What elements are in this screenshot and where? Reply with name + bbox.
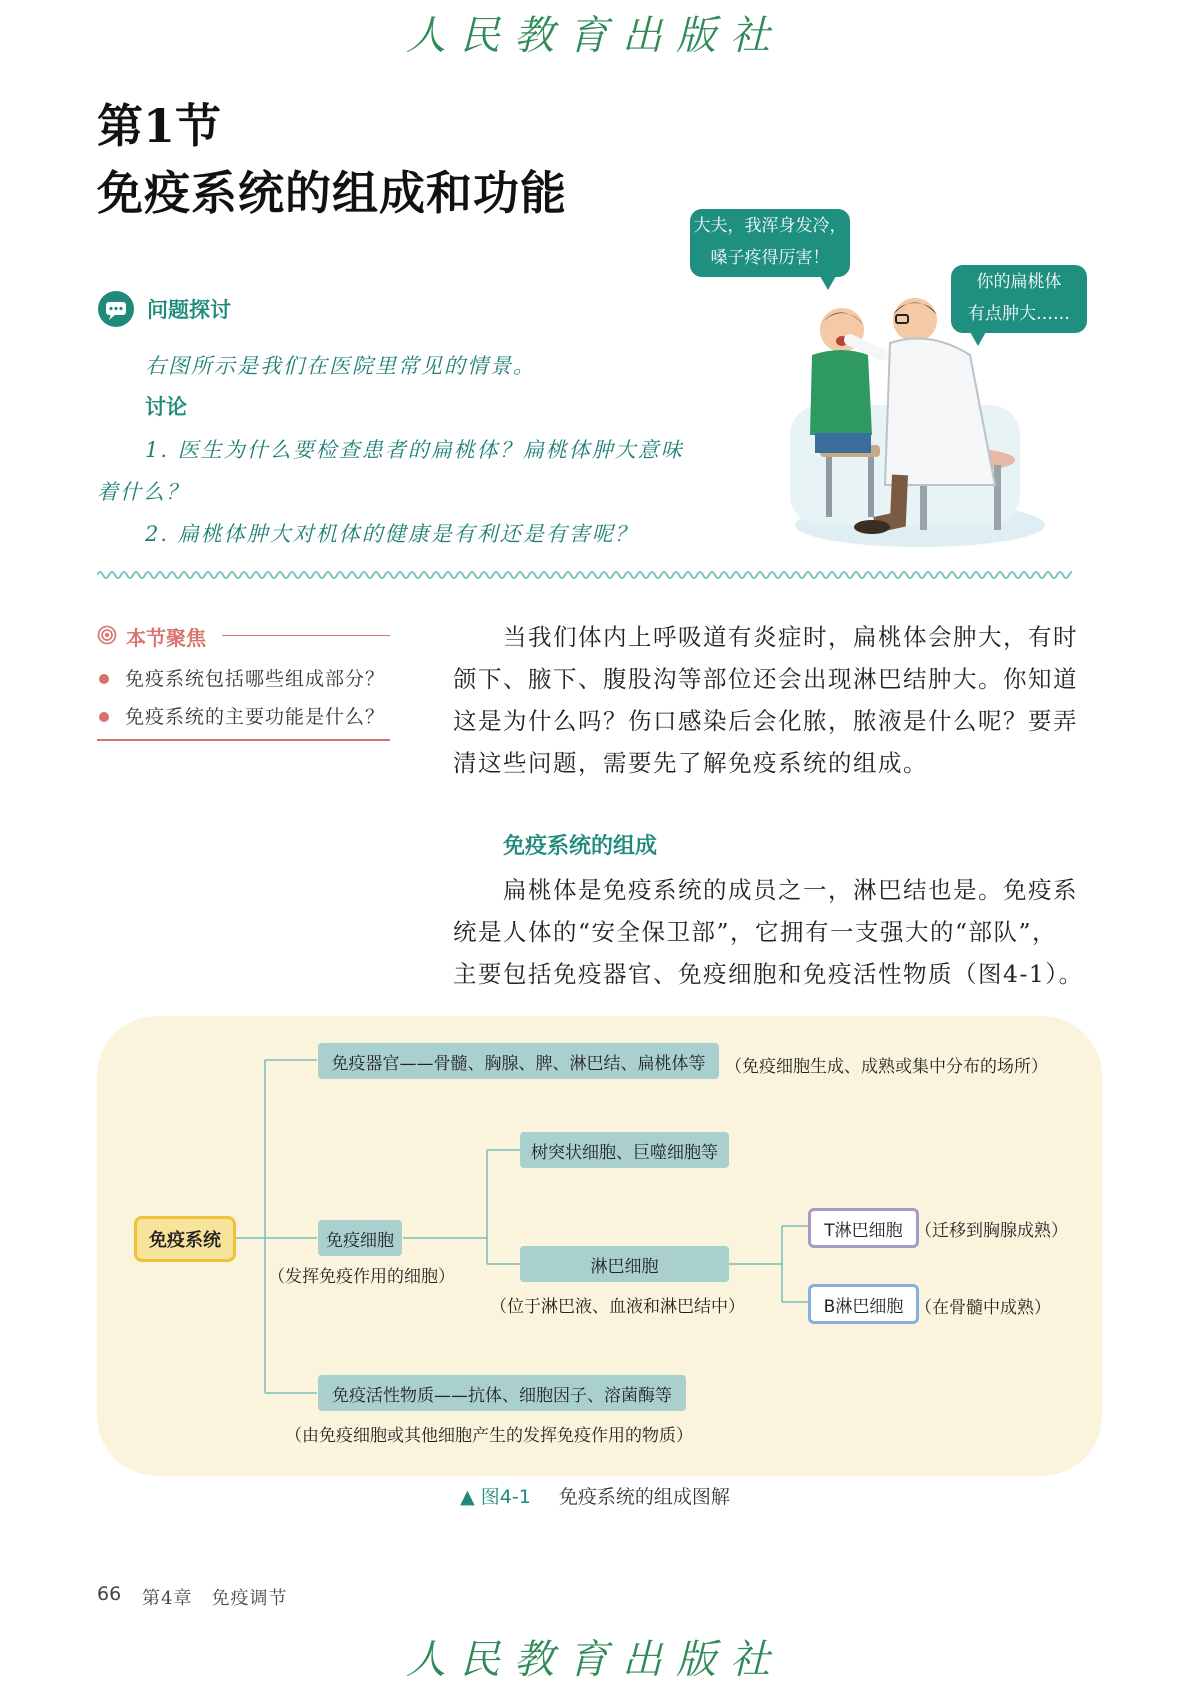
para1-line-2: 颌下、腋下、腹股沟等部位还会出现淋巴结肿大。你知道 (453, 665, 1078, 693)
active-substance-node: 免疫活性物质——抗体、细胞因子、溶菌酶等 (318, 1375, 686, 1411)
patient-bubble-line-2: 嗓子疼得厉害！ (710, 248, 830, 268)
lymphocyte-node: 淋巴细胞 (520, 1246, 729, 1282)
question-1-line-1: 1. 医生为什么要检查患者的扁桃体？扁桃体肿大意味 (145, 438, 684, 462)
figure-caption (0, 1482, 1190, 1509)
section-number: 第1节 (97, 99, 222, 153)
t-cell-note: （迁移到胸腺成熟） (915, 1221, 1068, 1241)
lymphocyte-note: （位于淋巴液、血液和淋巴结中） (490, 1297, 745, 1317)
dendritic-node: 树突状细胞、巨噬细胞等 (520, 1132, 729, 1168)
problem-intro: 右图所示是我们在医院里常见的情景。 (145, 354, 536, 378)
chapter-label: 第4章 免疫调节 (142, 1588, 288, 1609)
active-substance-note: （由免疫细胞或其他细胞产生的发挥免疫作用的物质） (285, 1426, 693, 1446)
figure-title: 免疫系统的组成图解 (558, 1486, 730, 1508)
section-title: 免疫系统的组成和功能 (97, 166, 567, 220)
publisher-footer: 人民教育出版社 (406, 1637, 784, 1683)
t-cell-node: T淋巴细胞 (808, 1208, 919, 1248)
focus-item-1: 免疫系统包括哪些组成部分？ (125, 668, 386, 690)
doctor-bubble-line-2: 有点肿大…… (968, 304, 1070, 324)
publisher-header: 人民教育出版社 (406, 13, 784, 59)
diagram-root-node: 免疫系统 (134, 1216, 236, 1262)
problem-label: 问题探讨 (147, 298, 231, 322)
b-cell-note: （在骨髓中成熟） (915, 1298, 1051, 1318)
b-cell-node: B淋巴细胞 (808, 1284, 919, 1324)
para2-line-2: 统是人体的“安全保卫部”，它拥有一支强大的“部队”， (453, 918, 1058, 946)
discussion-label: 讨论 (145, 395, 187, 419)
page-number: 66 (97, 1583, 122, 1605)
cells-node: 免疫细胞 (318, 1220, 402, 1256)
subhead: 免疫系统的组成 (503, 834, 658, 859)
triangle-icon: ▲ (460, 1486, 475, 1508)
focus-label: 本节聚焦 (126, 626, 206, 650)
question-1-line-2: 着什么？ (97, 480, 189, 504)
cells-note: （发挥免疫作用的细胞） (268, 1267, 455, 1287)
para1-line-4: 清这些问题，需要先了解免疫系统的组成。 (453, 749, 928, 777)
para2-line-3: 主要包括免疫器官、免疫细胞和免疫活性物质（图4-1）。 (453, 960, 1084, 988)
focus-item-2: 免疫系统的主要功能是什么？ (125, 706, 386, 728)
organs-node: 免疫器官——骨髓、胸腺、脾、淋巴结、扁桃体等 (318, 1043, 719, 1079)
patient-bubble-line-1: 大夫，我浑身发冷， (693, 216, 847, 236)
question-2: 2. 扁桃体肿大对机体的健康是有利还是有害呢？ (145, 522, 638, 546)
doctor-bubble-line-1: 你的扁桃体 (976, 272, 1062, 292)
organs-note: （免疫细胞生成、成熟或集中分布的场所） (725, 1057, 1048, 1077)
figure-number: 图4-1 (480, 1486, 531, 1508)
para1-line-3: 这是为什么吗？伤口感染后会化脓，脓液是什么呢？要弄 (453, 707, 1078, 735)
para2-line-1: 扁桃体是免疫系统的成员之一，淋巴结也是。免疫系 (503, 876, 1078, 904)
para1-line-1: 当我们体内上呼吸道有炎症时，扁桃体会肿大，有时 (503, 623, 1078, 651)
